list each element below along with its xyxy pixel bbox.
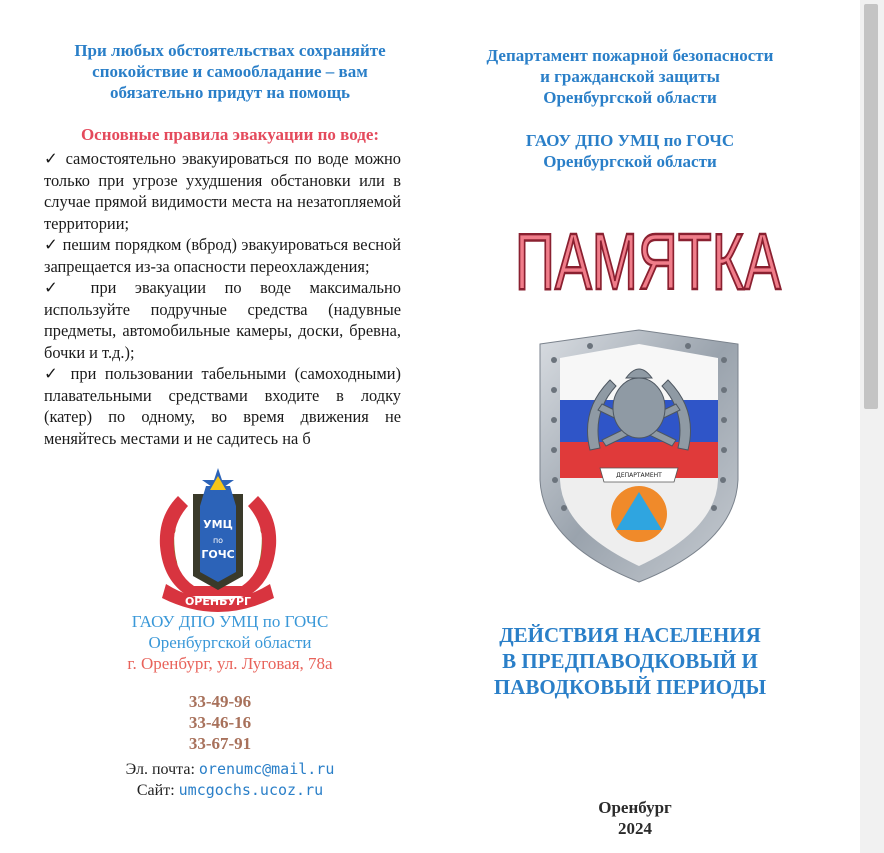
- emblem-ribbon: ОРЕНБУРГ: [184, 595, 252, 608]
- org-contact-block: [60, 611, 400, 674]
- actions-line: ДЕЙСТВИЯ НАСЕЛЕНИЯ: [499, 623, 761, 647]
- rule-item: ✓ самостоятельно эвакуироваться по воде можно только при угрозе ухудшения обстановки или в случае прямой видимости места на незатопляемой территории;: [44, 149, 401, 233]
- evacuation-rules-list: [44, 148, 401, 488]
- city-name: Оренбург: [598, 798, 672, 817]
- online-contacts: [70, 759, 390, 801]
- umc-emblem: [148, 466, 288, 616]
- phone-list: [150, 691, 290, 754]
- department-line: и гражданской защиты: [540, 67, 720, 86]
- gaou-line: ГАОУ ДПО УМЦ по ГОЧС: [525, 131, 735, 150]
- city-year: [570, 797, 700, 839]
- shield-band-text: ДЕПАРТАМЕНТ: [616, 472, 662, 479]
- pamyatka-title-text: ПАМЯТКА: [515, 217, 782, 306]
- site-link[interactable]: umcgochs.ucoz.ru: [178, 781, 324, 799]
- rule-item: ✓ при пользовании табельными (самоходными) плавательными средствами входите в лодку (катер) по одному, во время движения не меняйтесь местами и не садитесь на б: [44, 364, 401, 448]
- phone-number: 33-67-91: [188, 734, 252, 753]
- phone-number: 33-46-16: [188, 713, 252, 732]
- gaou-line: Оренбургской области: [543, 152, 717, 171]
- calm-note-line: обязательно придут на помощь: [109, 83, 351, 102]
- site-label: Сайт:: [136, 782, 175, 799]
- actions-heading: [450, 622, 810, 700]
- calm-note-line: При любых обстоятельствах сохраняйте: [74, 41, 386, 60]
- rules-title: Основные правила эвакуации по воде:: [80, 125, 380, 144]
- calm-note: [40, 40, 420, 103]
- department-line: Департамент пожарной безопасности: [486, 46, 774, 65]
- email-link[interactable]: orenumc@mail.ru: [198, 760, 335, 778]
- rule-item: ✓ пешим порядком (вброд) эвакуироваться весной запрещается из-за опасности переохлаждения;: [44, 235, 401, 276]
- phone-number: 33-49-96: [188, 692, 252, 711]
- scrollbar-thumb[interactable]: [864, 4, 878, 409]
- department-line: Оренбургской области: [543, 88, 717, 107]
- emblem-text-umc: УМЦ: [203, 518, 233, 531]
- org-address: г. Оренбург, ул. Луговая, 78а: [127, 654, 333, 673]
- email-label: Эл. почта:: [125, 761, 195, 778]
- actions-line: ПАВОДКОВЫЙ ПЕРИОДЫ: [493, 675, 767, 699]
- gaou-heading: [470, 130, 790, 172]
- emblem-text-gochs: ГОЧС: [201, 548, 235, 561]
- rule-item: ✓ при эвакуации по воде максимально используйте подручные средства (надувные предметы, автомобильные камеры, доски, бревна, бочки и т.д.);: [44, 278, 401, 362]
- org-name: ГАОУ ДПО УМЦ по ГОЧС: [131, 612, 329, 631]
- calm-note-line: спокойствие и самообладание – вам: [92, 62, 368, 81]
- emblem-text-po: по: [212, 536, 224, 545]
- department-heading: [470, 45, 790, 108]
- year: 2024: [618, 819, 652, 838]
- org-region: Оренбургской области: [148, 633, 312, 652]
- pamyatka-title: [510, 205, 786, 306]
- mchs-shield-emblem: [530, 330, 748, 582]
- actions-line: В ПРЕДПАВОДКОВЫЙ И: [502, 649, 758, 673]
